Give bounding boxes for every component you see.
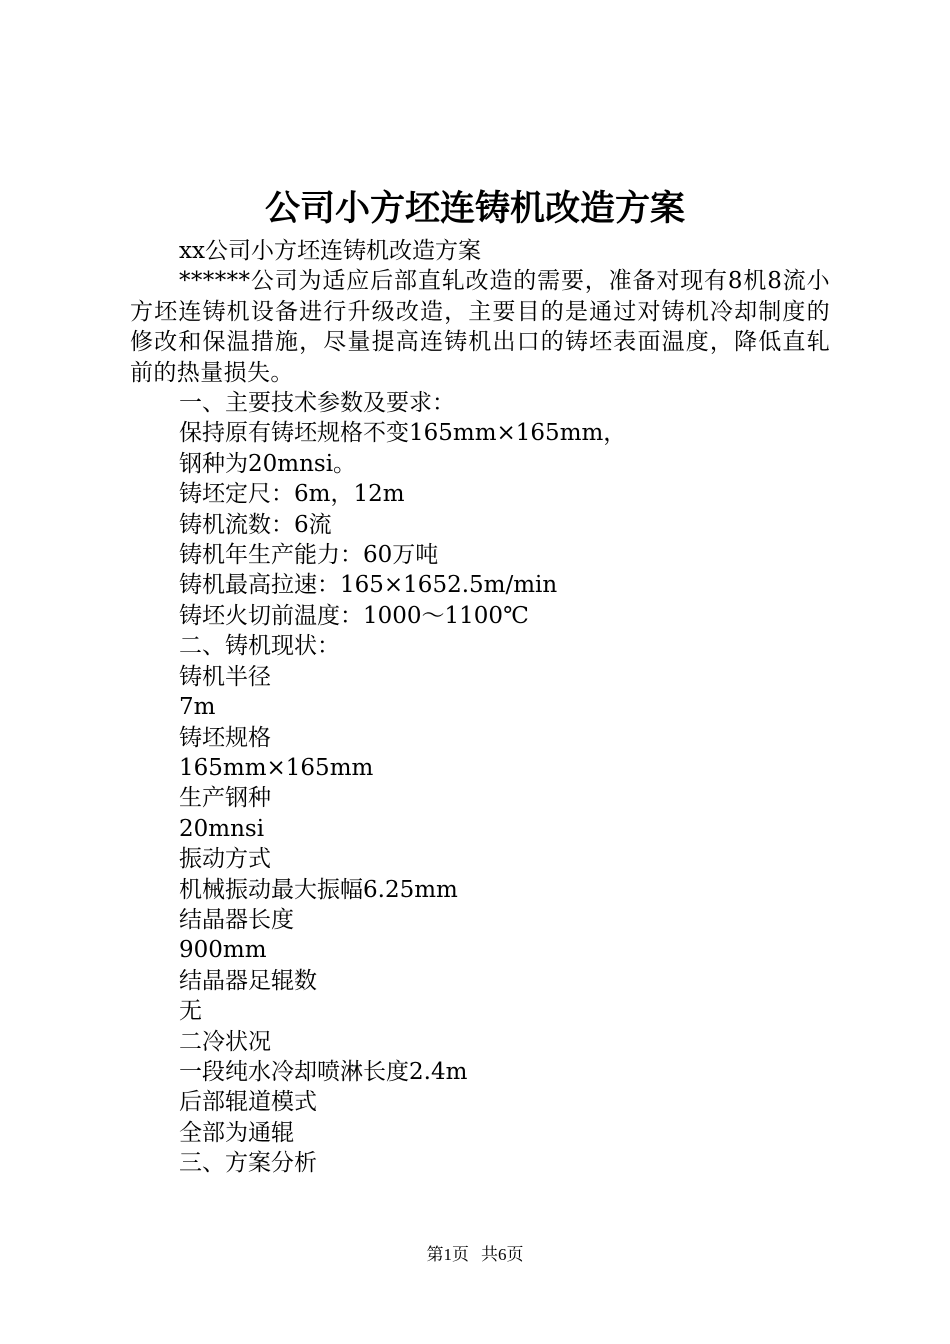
document-subtitle: xx公司小方坯连铸机改造方案 bbox=[179, 238, 481, 264]
content-line: 结晶器足辊数 bbox=[179, 967, 317, 994]
content-line: 钢种为20mnsi。 bbox=[179, 450, 357, 477]
content-line: 900mm bbox=[179, 937, 267, 964]
content-line: 全部为通辊 bbox=[179, 1119, 294, 1146]
content-line: 铸坯定尺：6m，12m bbox=[179, 481, 405, 508]
content-line: 20mnsi bbox=[179, 815, 265, 842]
content-line: 结晶器长度 bbox=[179, 906, 294, 933]
document-body bbox=[130, 236, 830, 1179]
content-line: 无 bbox=[179, 998, 202, 1025]
intro-paragraph: ******公司为适应后部直轧改造的需要，准备对现有8机8流小方坯连铸机设备进行升级改造，主要目的是通过对铸机冷却制度的修改和保温措施，尽量提高连铸机出口的铸坯表面温度，降低直轧前的热量损失。 bbox=[130, 268, 830, 386]
content-line: 二、铸机现状： bbox=[179, 633, 340, 660]
content-line: 保持原有铸坯规格不变165mm×165mm， bbox=[179, 420, 627, 447]
content-line: 一、主要技术参数及要求： bbox=[179, 390, 455, 417]
document-title: 公司小方坯连铸机改造方案 bbox=[264, 188, 685, 229]
content-line: 机械振动最大振幅6.25mm bbox=[179, 876, 458, 903]
content-lines bbox=[130, 388, 830, 1179]
content-line: 一段纯水冷却喷淋长度2.4m bbox=[179, 1058, 468, 1085]
content-line: 三、方案分析 bbox=[179, 1150, 317, 1177]
page-footer bbox=[0, 1244, 950, 1266]
page-number: 第1页 bbox=[426, 1245, 469, 1264]
content-line: 铸坯火切前温度：1000～1100℃ bbox=[179, 602, 529, 629]
content-line: 铸机年生产能力：60万吨 bbox=[179, 542, 439, 569]
content-line: 生产钢种 bbox=[179, 785, 271, 812]
content-line: 165mm×165mm bbox=[179, 754, 374, 781]
content-line: 7m bbox=[179, 694, 216, 721]
content-line: 二冷状况 bbox=[179, 1028, 271, 1055]
content-line: 铸机半径 bbox=[179, 663, 271, 690]
content-line: 铸机最高拉速：165×1652.5m/min bbox=[179, 572, 558, 599]
content-line: 后部辊道模式 bbox=[179, 1089, 317, 1116]
content-line: 振动方式 bbox=[179, 846, 271, 873]
content-line: 铸机流数：6流 bbox=[179, 511, 332, 538]
page-total: 共6页 bbox=[481, 1245, 524, 1264]
content-line: 铸坯规格 bbox=[179, 724, 271, 751]
